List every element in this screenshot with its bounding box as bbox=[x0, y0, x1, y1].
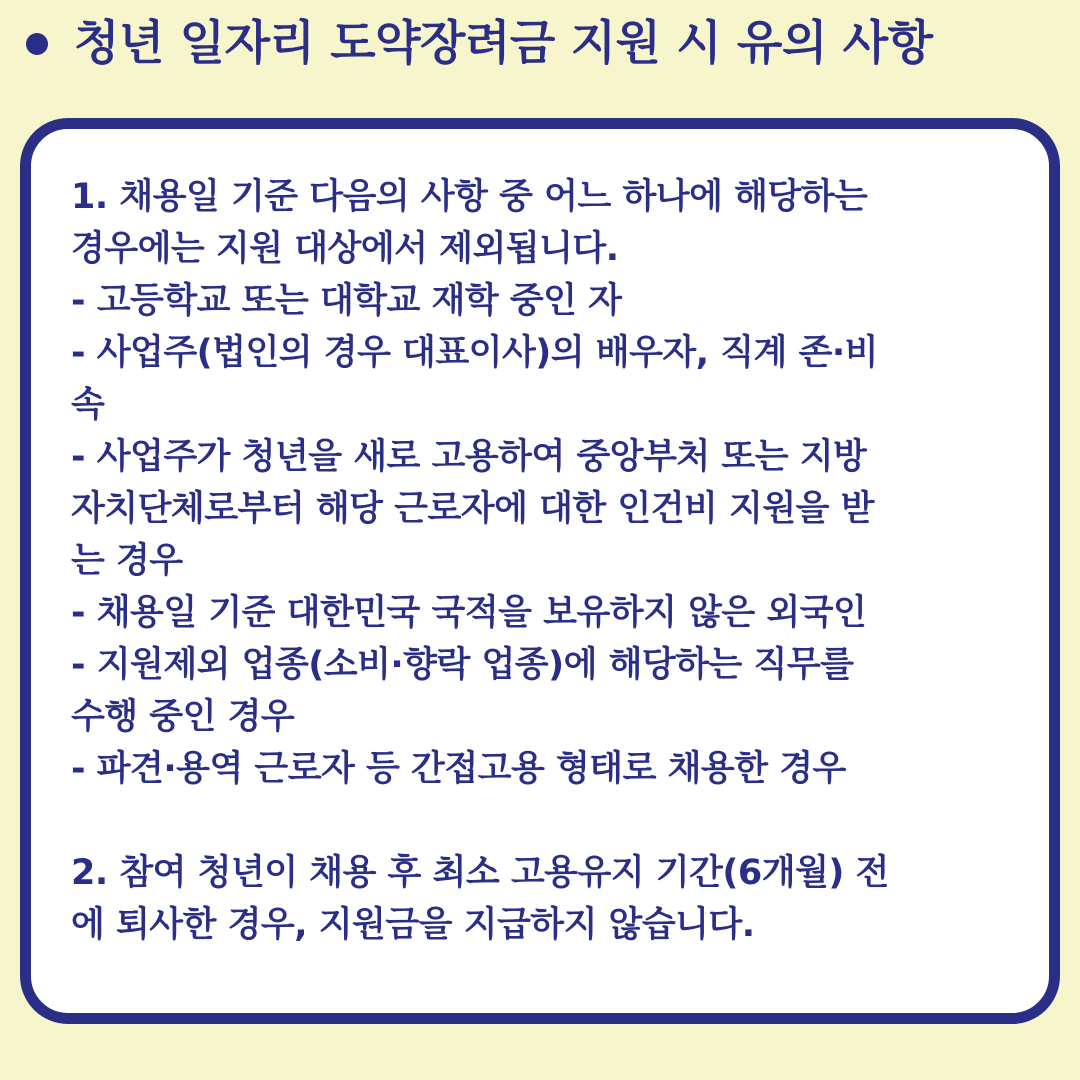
notice-blank-line bbox=[71, 795, 1021, 847]
page-title: 청년 일자리 도약장려금 지원 시 유의 사항 bbox=[74, 16, 933, 71]
notice-line: - 지원제외 업종(소비·향락 업종)에 해당하는 직무를 bbox=[71, 645, 854, 685]
notice-text bbox=[71, 171, 1021, 951]
notice-line: 경우에는 지원 대상에서 제외됩니다. bbox=[71, 229, 619, 269]
notice-line: 자치단체로부터 해당 근로자에 대한 인건비 지원을 받 bbox=[71, 489, 874, 529]
notice-card bbox=[20, 118, 1060, 1024]
notice-line: 수행 중인 경우 bbox=[71, 697, 295, 737]
notice-line: - 고등학교 또는 대학교 재학 중인 자 bbox=[71, 281, 622, 321]
notice-line: 1. 채용일 기준 다음의 사항 중 어느 하나에 해당하는 bbox=[71, 177, 868, 217]
bullet-icon bbox=[26, 33, 48, 55]
notice-line: 는 경우 bbox=[71, 541, 183, 581]
notice-line: - 파견·용역 근로자 등 간접고용 형태로 채용한 경우 bbox=[71, 749, 846, 789]
notice-line: 속 bbox=[71, 385, 105, 425]
notice-line: 2. 참여 청년이 채용 후 최소 고용유지 기간(6개월) 전 bbox=[71, 853, 889, 893]
title-row bbox=[0, 0, 1080, 100]
notice-line: - 사업주(법인의 경우 대표이사)의 배우자, 직계 존·비 bbox=[71, 333, 878, 373]
notice-line: - 채용일 기준 대한민국 국적을 보유하지 않은 외국인 bbox=[71, 593, 867, 633]
notice-line: 에 퇴사한 경우, 지원금을 지급하지 않습니다. bbox=[71, 905, 755, 945]
notice-line: - 사업주가 청년을 새로 고용하여 중앙부처 또는 지방 bbox=[71, 437, 867, 477]
